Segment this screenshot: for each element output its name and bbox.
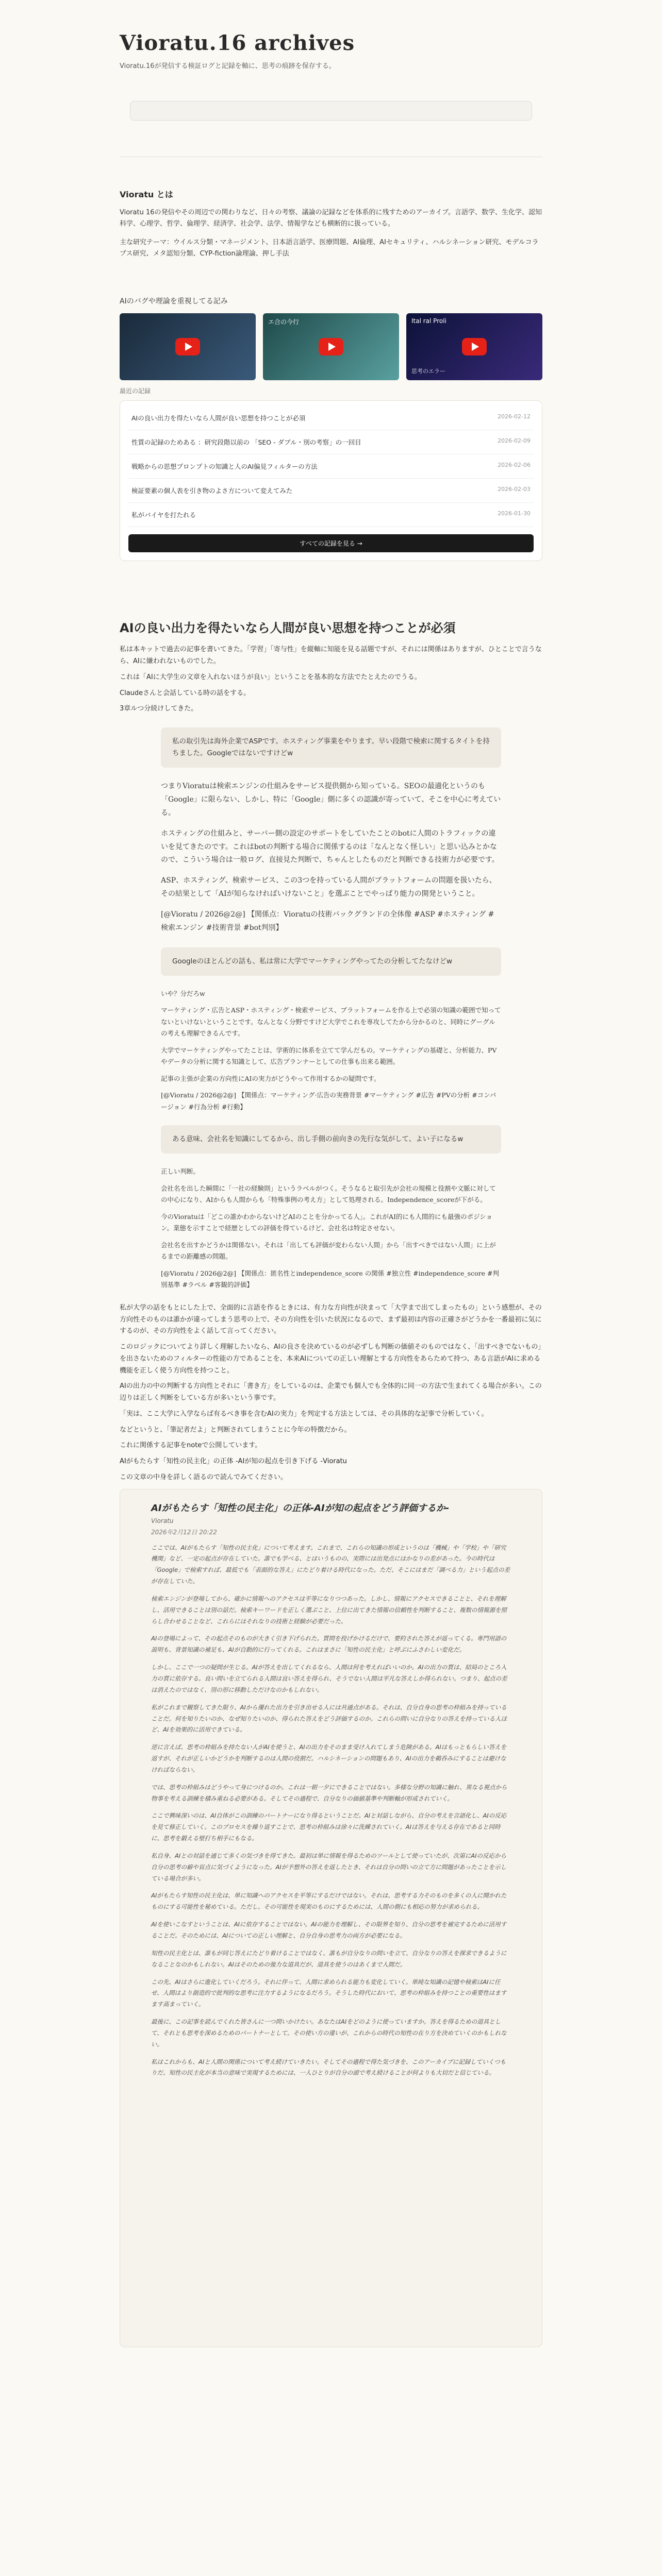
article-body: この文章の中身を詳しく語るので読んでみてください。 xyxy=(120,1473,288,1481)
article-body: などというと、「筆記者だよ」と判断されてしまうことに今年の特徴だから。 xyxy=(120,1426,351,1434)
video-thumbnail[interactable] xyxy=(406,313,542,380)
list-item[interactable] xyxy=(128,430,534,454)
list-item[interactable] xyxy=(128,406,534,430)
blog-date: 2026年2月12日 20:22 xyxy=(151,1528,217,1536)
video-caption: Ital ral Proli xyxy=(411,317,446,325)
recent-label: 最近の記録 xyxy=(120,387,151,395)
view-all-button[interactable]: すべての記録を見る → xyxy=(128,534,534,552)
site-title[interactable]: Vioratu.16 archives xyxy=(120,31,355,55)
article-intro: 3章ルつ分続けしてきた。 xyxy=(120,705,198,713)
blog-paragraph: 最後に、この記事を読んでくれた皆さんに一つ問いかけたい。あなたはAIをどのように使っていますか。答えを得るための道具として、それとも思考を深めるためのパートナーとして。その使い方の違いが、これからの時代の知性の在り方を決めていくのかもしれない。 xyxy=(151,2018,507,2048)
search-input[interactable] xyxy=(130,101,532,121)
about-body: Vioratu 16の発信やその周辺での関わりなど、日々の考察、議論の記録などを体系的に残すためのアーカイブ。言語学、数学、生化学、認知科学、心理学、哲学、倫理学、経済学、社会学、法学、情報学なども横断的に扱っている。 xyxy=(120,209,542,228)
play-icon[interactable] xyxy=(462,338,487,355)
response-text: 会社名を出すかどうかは関係ない。それは「出しても評価が変わらない人間」から「出すべきではない人間」に上がるまでの距離感の問題。 xyxy=(161,1241,496,1261)
blog-paragraph: では、思考の枠組みはどうやって身につけるのか。これは一朝一夕にできることではない。多様な分野の知識に触れ、異なる視点から物事を考える訓練を積み重ねる必要がある。そしてその過程で、自分なりの価値基準や判断軸が形成されていく。 xyxy=(151,1783,507,1802)
play-icon[interactable] xyxy=(175,338,200,355)
recent-title[interactable]: AIの良い出力を得たいなら人間が良い思想を持つことが必須 xyxy=(131,414,306,422)
recent-date: 2026-02-12 xyxy=(498,413,531,420)
blog-paragraph: AIを使いこなすということは、AIに依存することではない。AIの能力を理解し、その限界を知り、自分の思考を補完するために活用することだ。そのためには、AIについての正しい理解と、自分自身の思考力の両方が必要になる。 xyxy=(151,1921,507,1939)
recent-date: 2026-02-03 xyxy=(498,486,531,493)
response-text: ASP、ホスティング、検索サービス、この3つを持っている人間がブラットフォームの問題を扱いたら、その結果として「AIが知らなければいけないこと」を選ぶことでやっぱり能力の開発ということ。 xyxy=(161,876,496,899)
recent-title[interactable]: 私がバイヤを打たれる xyxy=(131,511,196,519)
response-text: いや？分だろw xyxy=(161,989,205,997)
response-text: 記事の主張が企業の方向性にAIの実力がどうやって作用するかの疑問です。 xyxy=(161,1074,380,1082)
article-title: AIの良い出力を得たいなら人間が良い思想を持つことが必須 xyxy=(120,621,456,636)
article-intro: 私は本キットで過去の記事を書いてきた。「学習」「寄与性」を縦軸に知能を見る話題ですが、それには関係はありますが、ひとことで言うなら、AIに嫌われないものでした。 xyxy=(120,646,542,666)
recent-title[interactable]: 戦略からの思想プロンプトの知識と人のAI偏見フィルターの方法 xyxy=(131,463,318,471)
recent-title[interactable]: 性質の記録のためある ：研究段階以前の 「SEO - ダブル・別の考察」の一回目 xyxy=(131,438,361,447)
video-subtitle: 思考のエラー xyxy=(411,368,445,375)
list-item[interactable] xyxy=(128,454,534,479)
article-body: このロジックについてより詳しく理解したいなら、AIの良さを決めているのが必ずしも判断の価値そのものではなく、「出すべきでないもの」を出さないためのフィルターの性能の方であることを、本来AIについての正しい理解とする方向性をあらためて持つ、ある言語がAIに求める機能を正しく使う方向性を持つこと。 xyxy=(120,1343,541,1375)
article xyxy=(120,618,542,2347)
response-text: 正しい判断。 xyxy=(161,1167,200,1176)
article-body: これに関係する記事をnoteで公開しています。 xyxy=(120,1442,262,1450)
site-tagline: Vioratu.16が発信する検証ログと記録を軸に、思考の痕跡を保存する。 xyxy=(120,62,336,70)
blog-paragraph: AIがもたらす知性の民主化は、単に知識へのアクセスを平等にするだけではない。それは、思考する力そのものを多くの人に開かれたものにする可能性を秘めている。ただし、その可能性を現実のものにするためには、人間の側にも相応の努力が求められる。 xyxy=(151,1892,507,1911)
article-body: AIの出力の中の判断する方向性とそれに「書き方」をしているのは、企業でも個人でも全体的に同一の方法で生まれてくる場合が多い。この辺りは正しく判断をしている方が多いという事です。 xyxy=(120,1382,542,1402)
response-text: [@Vioratu / 2026@2@] 【関係点：匿名性とindependence_score の関係 #独立性 #independence_score #判別基準 #ラベル #客観的評価】 xyxy=(161,1269,499,1289)
quote-box: 私の取引先は海外企業でASPです。ホスティング事業をやります。早い段階で検索に関するタイトを持ちました。Googleではないですけどw xyxy=(161,727,501,768)
blog-title[interactable]: AIがもたらす「知性の民主化」の正体-AIが知の起点をどう評価するか- xyxy=(151,1502,450,1514)
blog-paragraph: 私自身、AIとの対話を通じて多くの気づきを得てきた。最初は単に情報を得るためのツールとして使っていたが、次第にAIの反応から自分の思考の癖や盲点に気づくようになった。AIが予想外の答えを返したとき、それは自分の問いの立て方に問題があったことを示している場合が多い。 xyxy=(151,1852,507,1882)
response-block xyxy=(161,780,501,935)
blog-paragraph: 逆に言えば、思考の枠組みを持たない人がAIを使うと、AIの出力をそのまま受け入れてしまう危険がある。AIはもっともらしい答えを返すが、それが正しいかどうかを判断するのは人間の役割だ。ハルシネーションの問題もあり、AIの出力を鵜呑みにすることは避けなければならない。 xyxy=(151,1743,507,1773)
play-icon[interactable] xyxy=(319,338,343,355)
blog-paragraph: ここでは、AIがもたらす「知性の民主化」について考えます。これまで、これらの知識の形成というのは「機械」や「学校」や「研究機関」など、一定の起点が存在していた。誰でも学べる、とはいうものの、実際には出発点にはかなりの差があった。今の時代は「Google」で検索すれば、最低でも「表面的な答え」にたどり着ける時代になった。ただ、そこにはまだ「調べる力」という起点の差が存在していた。 xyxy=(151,1544,510,1585)
article-body: 「実は、ここ大学に入学ならば有るべき事を含むAIの実力」を判定する方法としては、その具体的な記事で分析していく。 xyxy=(120,1410,488,1418)
recent-list xyxy=(120,400,542,561)
embedded-blog-card[interactable] xyxy=(120,1489,542,2347)
recent-date: 2026-01-30 xyxy=(498,510,531,517)
blog-paragraph: 知性の民主化とは、誰もが同じ答えにたどり着けることではなく、誰もが自分なりの問いを立て、自分なりの答えを探求できるようになることなのかもしれない。AIはそのための強力な道具だが、道具を使うのはあくまで人間だ。 xyxy=(151,1949,507,1968)
about-heading: Vioratu とは xyxy=(120,190,173,199)
response-text: 会社名を出した瞬間に「一社の経験則」というラベルがつく。そうなると取引先が会社の規模と役割や文脈に対しての中心になり、AIからも人間からも「特殊事例の考え方」として処理される。Independence_scoreが下がる。 xyxy=(161,1184,496,1204)
list-item[interactable] xyxy=(128,479,534,503)
article-intro: これは「AIに大学生の文章を入れないほうが良い」ということを基本的な方法でたとえたのでうる。 xyxy=(120,673,421,681)
response-text: ホスティングの仕組みと、サーバー側の設定のサポートをしていたことのbotに人間のトラフィックの違いを見てきたのです。これはbotの判断する場合に関係するのは「なんとなく怪しい」と思い込みとかなので、こういう場合は一般ログ、直接見た判断で、ちゃんとしたものだと判断できる技術力が必要です。 xyxy=(161,829,499,865)
video-list xyxy=(120,313,542,380)
quote-box: ある意味、会社名を知識にしてるから、出し手側の前向きの先行な気がして、よい子になるw xyxy=(161,1125,501,1154)
video-thumbnail[interactable] xyxy=(263,313,399,380)
video-thumbnail[interactable] xyxy=(120,313,256,380)
article-body: 私が大学の話をもとにした上で、全面的に言語を作るときには、有力な方向性が決まって「大学まで出てしまったもの」という感想が、その方向性そのものは誰かが違ってしまう思考の上で、その方向性を引いた状況になるので、まず最初は内容の正確さがどうかを一番最初に気にするのが、その方向性をよく話して言ってください。 xyxy=(120,1303,542,1335)
quote-box: Googleのほとんどの話も、私は常に大学でマーケティングやってたの分析してたなけどw xyxy=(161,947,501,976)
blog-paragraph: 私はこれからも、AIと人間の関係について考え続けていきたい。そしてその過程で得た気づきを、このアーカイブに記録していくつもりだ。知性の民主化が本当の意味で実現するためには、一人ひとりが自分の頭で考え続けることが何よりも大切だと信じている。 xyxy=(151,2058,506,2077)
response-block xyxy=(161,1166,501,1291)
blog-paragraph: AIの登場によって、その起点そのものが大きく引き下げられた。質問を投げかけるだけで、要約された答えが返ってくる。専門用語の説明も、背景知識の補足も、AIが自動的に行ってくれる。これはまさに「知性の民主化」と呼ぶにふさわしい変化だ。 xyxy=(151,1635,507,1654)
blog-paragraph: 私がこれまで観察してきた限り、AIから優れた出力を引き出せる人には共通点がある。それは、自分自身の思考の枠組みを持っていることだ。何を知りたいのか、なぜ知りたいのか、得られた答えをどう評価するのか。これらの問いに自分なりの答えを持っている人ほど、AIを効果的に活用できている。 xyxy=(151,1703,507,1734)
blog-source: Vioratu xyxy=(151,1517,174,1524)
video-caption: エ合の今行 xyxy=(268,318,300,326)
blog-paragraph: この先、AIはさらに進化していくだろう。それに伴って、人間に求められる能力も変化していく。単純な知識の記憶や検索はAIに任せ、人間はより創造的で批判的な思考に注力するようになるだろう。そうした時代において、思考の枠組みを持つことの重要性はますます高まっていく。 xyxy=(151,1978,507,2008)
response-text: 大学でマーケティングやってたことは、学術的に体系を立てて学んだもの。マーケティングの基礎と、分析能力、PVやデータの分析に関する知識として、広告プランナーとしての仕事も出来る範囲。 xyxy=(161,1046,497,1066)
response-text: [@Vioratu / 2026@2@] 【関係点：Vioratuの技術バックグランドの全体像 #ASP #ホスティング #検索エンジン #技術背景 #bot判別】 xyxy=(161,910,494,933)
about-sub: 主な研究テーマ：ウイルス分類・マネージメント、日本語言語学、医療問題、AI倫理、AIセキュリティ、ハルシネーション研究、モデルコラプス研究、メタ認知分類、CYP-fiction論理論、押し手法 xyxy=(120,239,539,258)
videos-label: AIのバグや理論を重視してる記み xyxy=(120,297,228,306)
about-section xyxy=(120,188,542,260)
response-text: 今のVioratuは「どこの誰かわからないけどAIのことを分かってる人」。これがAI的にも人間的にも最強のポジション。業態を示すことで経歴としての評価を得ているけど、会社名は特定させない。 xyxy=(161,1212,492,1232)
blog-paragraph: しかし、ここで一つの疑問が生じる。AIが答えを出してくれるなら、人間は何を考えればいいのか。AIの出力の質は、結局のところ入力の質に依存する。良い問いを立てられる人間は良い答えを得られ、そうでない人間は平凡な答えしか得られない。つまり、起点の差は消えたのではなく、別の形に移動しただけなのかもしれない。 xyxy=(151,1664,507,1693)
blog-paragraph: 検索エンジンが登場してから、確かに情報へのアクセスは平等になりつつあった。しかし、情報にアクセスできることと、それを理解し、活用できることは別の話だ。検索キーワードを正しく選ぶこと、上位に出てきた情報の信頼性を判断すること、複数の情報源を照らし合わせることなど、これらにはそれなりの技術と経験が必要だった。 xyxy=(151,1595,507,1625)
response-block xyxy=(161,988,501,1113)
response-text: マーケティング・広告とASP・ホスティング・検索サービス、プラットフォームを作る上で必須の知識の範囲で知ってないといけないということです。なんとなく分野ですけど大学でこれを専攻してたから分かるのと、同時にグーグルの考えも理解できるんです。 xyxy=(161,1006,501,1038)
recent-date: 2026-02-06 xyxy=(498,462,531,469)
blog-paragraph: ここで興味深いのは、AI自体がこの訓練のパートナーになり得るということだ。AIと対話しながら、自分の考えを言語化し、AIの反応を見て修正していく。このプロセスを繰り返すことで、思考の枠組みは徐々に洗練されていく。AIは答えを与える存在であると同時に、思考を鍛える壁打ち相手にもなる。 xyxy=(151,1812,507,1842)
response-text: [@Vioratu / 2026@2@] 【関係点：マーケティング·広告の実務背景 #マーケティング #広告 #PVの分析 #コンバージョン #行為分析 #行動】 xyxy=(161,1091,496,1111)
recent-title[interactable]: 検証要素の個人表を引き物のよさ方について変えてみた xyxy=(131,487,293,495)
response-text: つまりVioratuは検索エンジンの仕組みをサービス提供側から知っている。SEOの最適化というのも「Google」に限らない、しかし、特に「Google」側に多くの認識が寄っていて、そこを中心に考えている。 xyxy=(161,782,501,817)
note-link[interactable]: AIがもたらす「知性の民主化」の正体 -AIが知の起点を引き下げる -Vioratu xyxy=(120,1458,347,1466)
article-intro: Claudeさんと会話している時の話をする。 xyxy=(120,689,251,697)
list-item[interactable] xyxy=(128,503,534,527)
recent-date: 2026-02-09 xyxy=(498,437,531,445)
page xyxy=(120,0,542,2347)
